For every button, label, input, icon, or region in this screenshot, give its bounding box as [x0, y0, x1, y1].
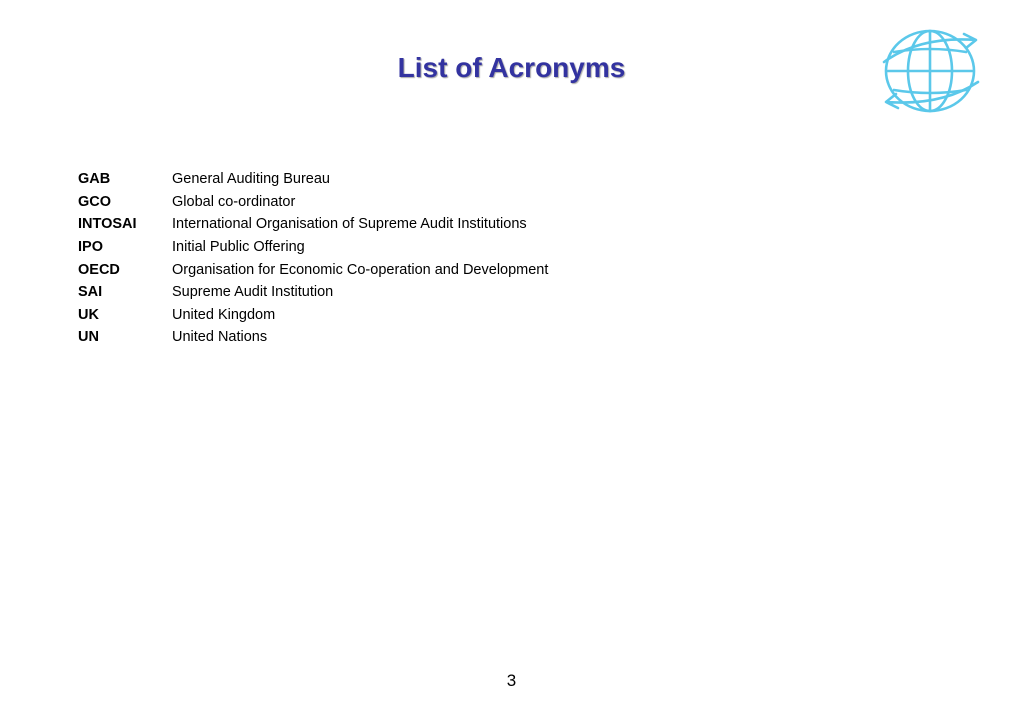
- acronym-abbr: INTOSAI: [78, 216, 137, 233]
- acronym-definition: Organisation for Economic Co-operation and Development: [172, 261, 549, 278]
- acronym-abbr: GAB: [78, 171, 111, 188]
- acronym-abbr: OECD: [78, 261, 120, 278]
- acronym-definition: Initial Public Offering: [172, 239, 305, 256]
- acronym-row: [78, 304, 778, 327]
- acronym-definition: United Nations: [172, 329, 268, 346]
- acronym-abbr: UK: [78, 306, 99, 323]
- acronym-list: [78, 168, 778, 349]
- acronym-row: [78, 326, 778, 349]
- page-number: 3: [506, 671, 517, 690]
- acronym-abbr: SAI: [78, 284, 103, 301]
- acronym-row: [78, 213, 778, 236]
- acronym-definition: International Organisation of Supreme Audit Institutions: [172, 216, 527, 233]
- page-title: List of Acronyms: [397, 52, 626, 83]
- acronym-abbr: GCO: [78, 193, 112, 210]
- acronym-definition: United Kingdom: [172, 306, 276, 323]
- acronym-definition: General Auditing Bureau: [172, 171, 330, 188]
- acronym-row: [78, 281, 778, 304]
- acronym-abbr: UN: [78, 329, 99, 346]
- acronym-definition: Global co-ordinator: [172, 193, 296, 210]
- acronym-row: [78, 258, 778, 281]
- acronym-row: [78, 168, 778, 191]
- acronym-definition: Supreme Audit Institution: [172, 284, 334, 301]
- acronym-row: [78, 236, 778, 259]
- acronym-row: [78, 191, 778, 214]
- acronym-abbr: IPO: [78, 239, 103, 256]
- globe-logo-icon: [880, 24, 982, 114]
